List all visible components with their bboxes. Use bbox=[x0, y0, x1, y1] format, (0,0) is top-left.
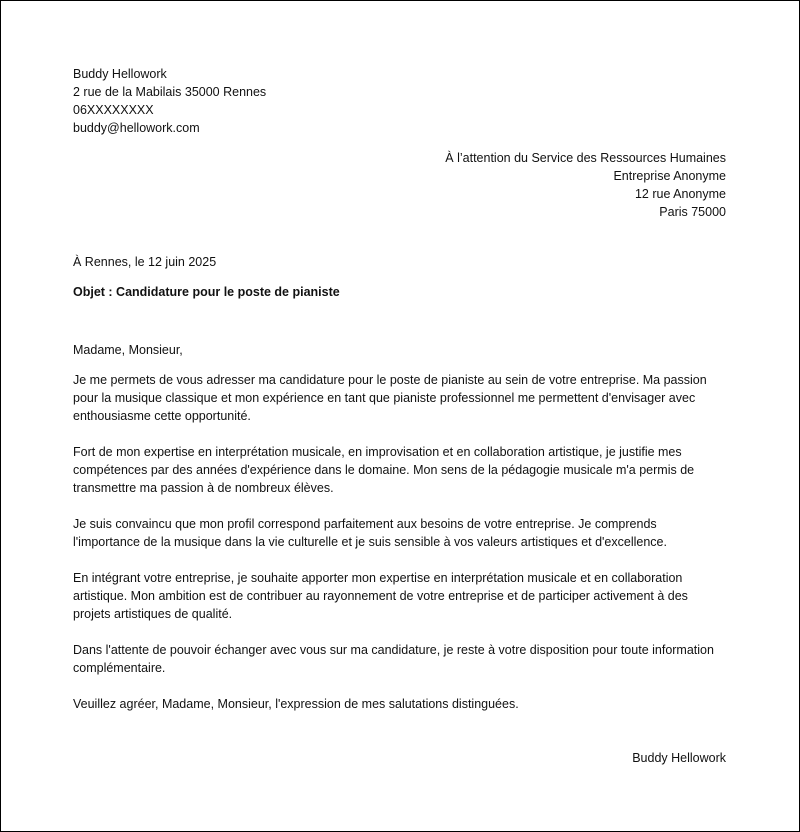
signature: Buddy Hellowork bbox=[632, 751, 726, 765]
recipient-attention: À l’attention du Service des Ressources Humaines bbox=[445, 151, 726, 165]
salutation: Madame, Monsieur, bbox=[73, 343, 183, 357]
sender-block bbox=[73, 65, 726, 137]
body-paragraph: Fort de mon expertise en interprétation musicale, en improvisation et en collaboration artistique, je justifie mes compétences par des années d'expérience dans le domaine. Mon sens de la pédagogie musicale m'a permis de transmettre ma passion à de nombreux élèves. bbox=[73, 445, 695, 495]
sender-phone: 06XXXXXXXX bbox=[73, 103, 154, 117]
sender-address: 2 rue de la Mabilais 35000 Rennes bbox=[73, 85, 267, 99]
date-line: À Rennes, le 12 juin 2025 bbox=[73, 255, 217, 269]
body-paragraph: Je me permets de vous adresser ma candidature pour le poste de pianiste au sein de votre entreprise. Ma passion pour la musique classique et mon expérience en tant que pianiste professionnel me permettent d'envisager avec enthousiasme cette opportunité. bbox=[73, 373, 707, 423]
letter-body bbox=[73, 371, 726, 677]
subject-line: Objet : Candidature pour le poste de pianiste bbox=[73, 285, 340, 299]
recipient-city: Paris 75000 bbox=[659, 205, 726, 219]
sender-email: buddy@hellowork.com bbox=[73, 121, 200, 135]
body-paragraph: Dans l'attente de pouvoir échanger avec vous sur ma candidature, je reste à votre disposition pour toute information complémentaire. bbox=[73, 643, 714, 675]
body-paragraph: En intégrant votre entreprise, je souhaite apporter mon expertise en interprétation musicale et en collaboration artistique. Mon ambition est de contribuer au rayonnement de votre entreprise et de participer activement à des projets artistiques de qualité. bbox=[73, 571, 688, 621]
body-paragraph: Je suis convaincu que mon profil correspond parfaitement aux besoins de votre entreprise. Je comprends l'importance de la musique dans la vie culturelle et je suis sensible à vos valeurs artistiques et d'excellence. bbox=[73, 517, 667, 549]
recipient-company: Entreprise Anonyme bbox=[613, 169, 726, 183]
recipient-block bbox=[73, 149, 726, 221]
sender-name: Buddy Hellowork bbox=[73, 67, 167, 81]
recipient-street: 12 rue Anonyme bbox=[634, 187, 726, 201]
closing-formula: Veuillez agréer, Madame, Monsieur, l'expression de mes salutations distinguées. bbox=[73, 697, 519, 711]
